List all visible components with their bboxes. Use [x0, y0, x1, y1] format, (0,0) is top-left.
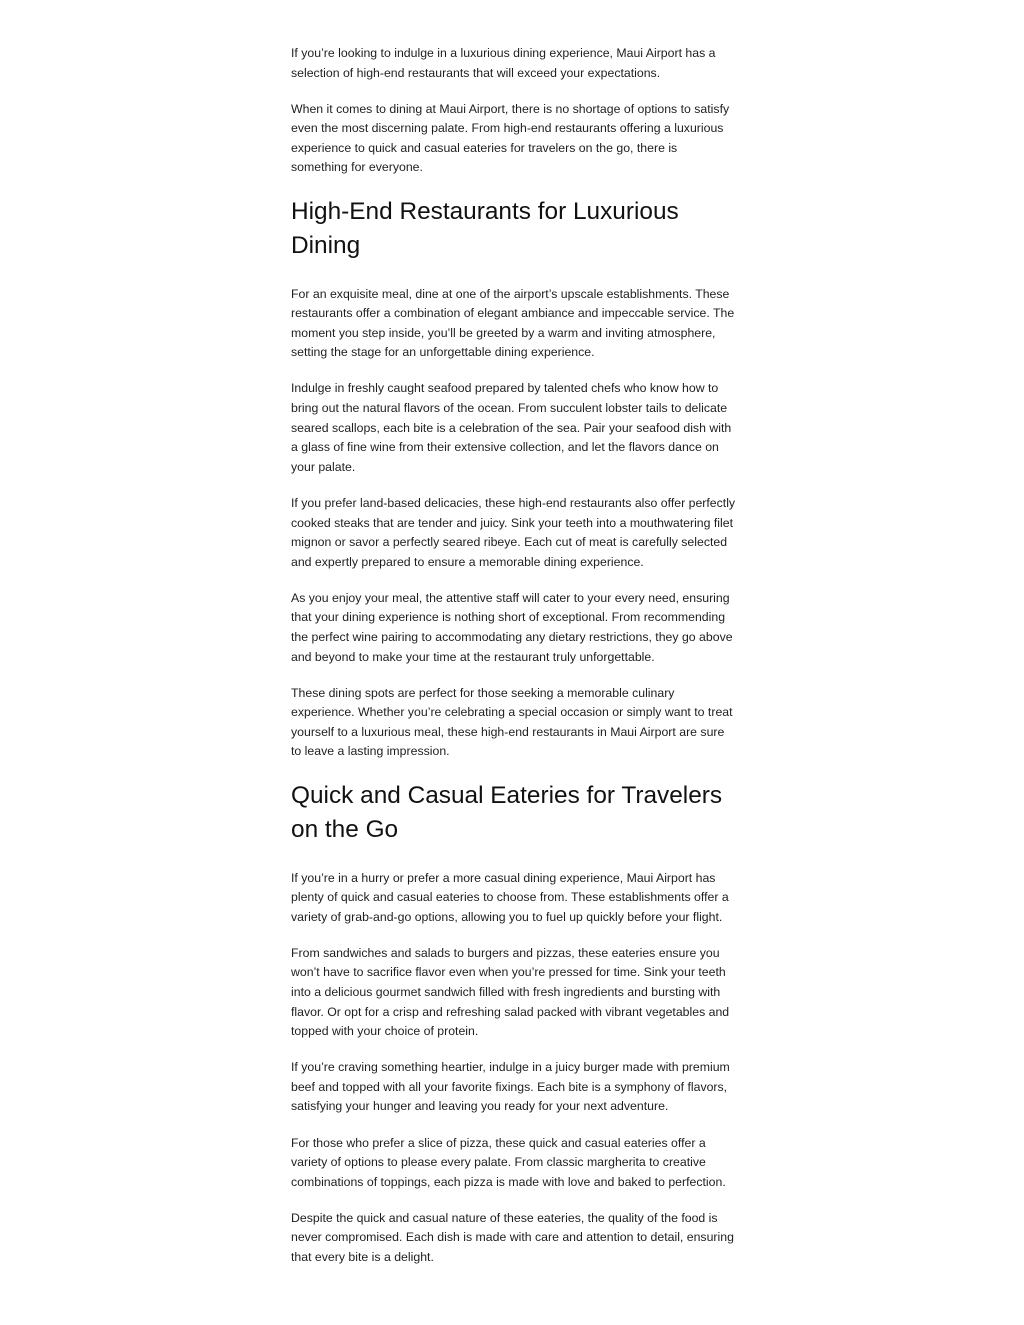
section-paragraph: For an exquisite meal, dine at one of the airport’s upscale establishments. These restaurants offer a combination of elegant ambiance and impeccable service. The moment you step inside, you’ll be greeted by a warm and inviting atmosphere, setting the stage for an unforgettable dining experience.: [291, 286, 735, 360]
section-heading-quick-casual: Quick and Casual Eateries for Travelers on the Go: [291, 781, 723, 844]
section-paragraph: Despite the quick and casual nature of these eateries, the quality of the food is never compromised. Each dish is made with care and attention to detail, ensuring that every bite is a delight.: [291, 1210, 734, 1265]
intro-paragraph: When it comes to dining at Maui Airport, there is no shortage of options to satisfy even the most discerning palate. From high-end restaurants offering a luxurious experience to quick and casual eateries for travelers on the go, there is something for everyone.: [291, 101, 730, 175]
section-paragraph: If you’re craving something heartier, indulge in a juicy burger made with premium beef and topped with all your favorite fixings. Each bite is a symphony of flavors, satisfying your hunger and leaving you ready for your next adventure.: [291, 1060, 730, 1114]
section-paragraph: For those who prefer a slice of pizza, these quick and casual eateries offer a variety of options to please every palate. From classic margherita to creative combinations of toppings, each pizza is made with love and baked to perfection.: [291, 1135, 726, 1189]
section-paragraph: These dining spots are perfect for those seeking a memorable culinary experience. Whether you’re celebrating a special occasion or simply want to treat yourself to a luxurious meal, these high-end restaurants in Maui Airport are sure to leave a lasting impression.: [291, 685, 733, 759]
section-heading-high-end: High-End Restaurants for Luxurious Dining: [291, 197, 679, 260]
article-body: [291, 44, 737, 1284]
intro-paragraph: If you’re looking to indulge in a luxurious dining experience, Maui Airport has a selection of high-end restaurants that will exceed your expectations.: [291, 46, 716, 80]
section-paragraph: Indulge in freshly caught seafood prepared by talented chefs who know how to bring out the natural flavors of the ocean. From succulent lobster tails to delicate seared scallops, each bite is a celebration of the sea. Pair your seafood dish with a glass of fine wine from their extensive collection, and let the flavors dance on your palate.: [291, 381, 732, 474]
section-paragraph: If you prefer land-based delicacies, these high-end restaurants also offer perfectly cooked steaks that are tender and juicy. Sink your teeth into a mouthwatering filet mignon or savor a perfectly seared ribeye. Each cut of meat is carefully selected and expertly prepared to ensure a memorable dining experience.: [291, 495, 736, 569]
section-paragraph: As you enjoy your meal, the attentive staff will cater to your every need, ensuring that your dining experience is nothing short of exceptional. From recommending the perfect wine pairing to accommodating any dietary restrictions, they go above and beyond to make your time at the restaurant truly unforgettable.: [291, 590, 733, 664]
section-paragraph: From sandwiches and salads to burgers and pizzas, these eateries ensure you won’t have to sacrifice flavor even when you’re pressed for time. Sink your teeth into a delicious gourmet sandwich filled with fresh ingredients and bursting with flavor. Or opt for a crisp and refreshing salad packed with vibrant vegetables and topped with your choice of protein.: [291, 945, 730, 1039]
section-paragraph: If you’re in a hurry or prefer a more casual dining experience, Maui Airport has plenty of quick and casual eateries to choose from. These establishments offer a variety of grab-and-go options, allowing you to fuel up quickly before your flight.: [291, 870, 729, 924]
